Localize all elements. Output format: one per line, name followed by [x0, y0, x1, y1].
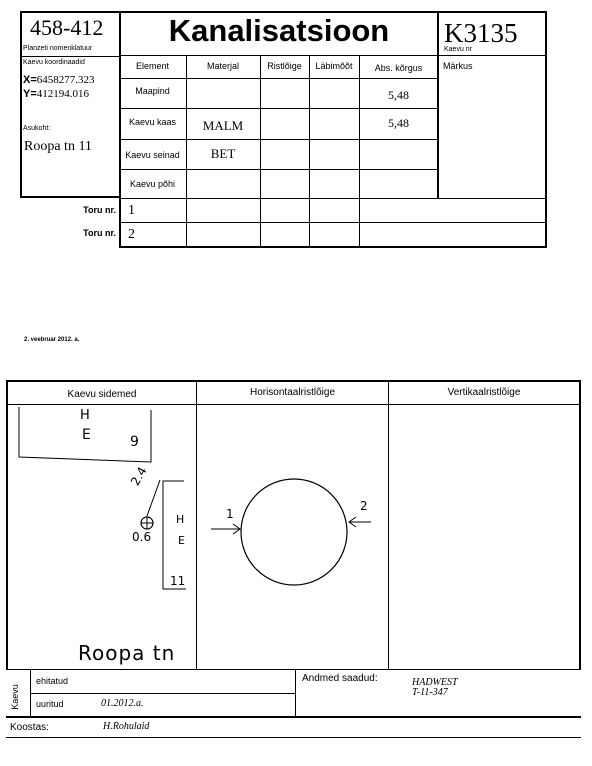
section-horizontal: Horisontaalristlõige: [249, 387, 336, 398]
pipe-number-1: 1: [128, 203, 135, 218]
header-remarks: Märkus: [443, 61, 473, 71]
date-note: 2. veebruar 2012. a.: [24, 337, 80, 343]
footer-bottom: [6, 716, 581, 718]
data-from-value2: T-11-347: [412, 687, 448, 698]
well-vertical-label: Kaevu: [10, 684, 20, 710]
plan-number: 458-412: [30, 15, 104, 40]
header-diameter: Läbimõõt: [315, 61, 353, 71]
address-value: Roopa tn 11: [24, 139, 92, 154]
pipe1-label: 1: [226, 507, 234, 521]
coords-label: Kaevu koordinaadid: [23, 59, 85, 66]
row-material-3: BET: [210, 146, 236, 161]
box1-h: H: [80, 408, 90, 423]
row-material-2: MALM: [202, 118, 244, 133]
plan-caption: Planzeti nomenklatuur: [23, 45, 93, 52]
x-label: X=: [23, 74, 37, 86]
well-number: K3135: [444, 18, 518, 48]
built-label: ehitatud: [36, 676, 69, 686]
box2-number: 11: [170, 574, 186, 588]
page-title: Kanalisatsioon: [168, 13, 390, 48]
compiled-value: H.Rohulaid: [103, 721, 150, 732]
compiled-label: Koostas:: [10, 722, 49, 733]
box1-e: E: [82, 427, 91, 443]
row-abs-1: 5,48: [388, 88, 409, 102]
dimension-bottom: 0.6: [132, 530, 152, 544]
footer-mid: [30, 693, 296, 694]
box2-h: H: [176, 513, 185, 526]
pipe2-label: 2: [360, 499, 368, 513]
section-connections: Kaevu sidemed: [67, 389, 137, 400]
header-abs-height: Abs. kõrgus: [374, 63, 423, 73]
box2-e: E: [178, 534, 185, 547]
section-vertical: Vertikaalristlõige: [447, 387, 521, 398]
row-element-1: Maapind: [135, 86, 170, 96]
pipe-label-2: Toru nr.: [83, 228, 116, 238]
row-element-4: Kaevu põhi: [129, 179, 176, 189]
row-element-3: Kaevu seinad: [125, 150, 180, 160]
y-label: Y=: [23, 88, 37, 100]
y-value: 412194.016: [36, 88, 90, 100]
data-from-label: Andmed saadud:: [302, 673, 378, 684]
pipe-label-1: Toru nr.: [83, 205, 116, 215]
street-label: Roopa tn: [78, 641, 176, 665]
surveyed-label: uuritud: [36, 699, 64, 709]
row-element-2: Kaevu kaas: [128, 117, 177, 127]
manhole-circle: [241, 479, 347, 585]
x-value: 6458277.323: [36, 74, 95, 86]
address-label: Asukoht:: [23, 125, 51, 132]
footer-last-line: [6, 737, 581, 738]
row-abs-2: 5,48: [388, 116, 409, 130]
dimension-top: 2.4: [128, 464, 150, 488]
box1-number: 9: [130, 434, 139, 450]
header-material: Materjal: [206, 61, 239, 71]
header-element: Element: [135, 61, 170, 71]
footer-v1: [30, 669, 31, 717]
header-cross-section: Ristlõige: [267, 61, 302, 71]
well-caption: Kaevu nr: [444, 46, 473, 53]
footer-top: [6, 669, 581, 670]
pipe-number-2: 2: [128, 227, 135, 242]
surveyed-value: 01.2012.a.: [101, 698, 144, 709]
data-from-value1: HADWEST: [412, 677, 458, 688]
dimension-line: [147, 480, 160, 516]
footer-v2: [295, 669, 296, 717]
